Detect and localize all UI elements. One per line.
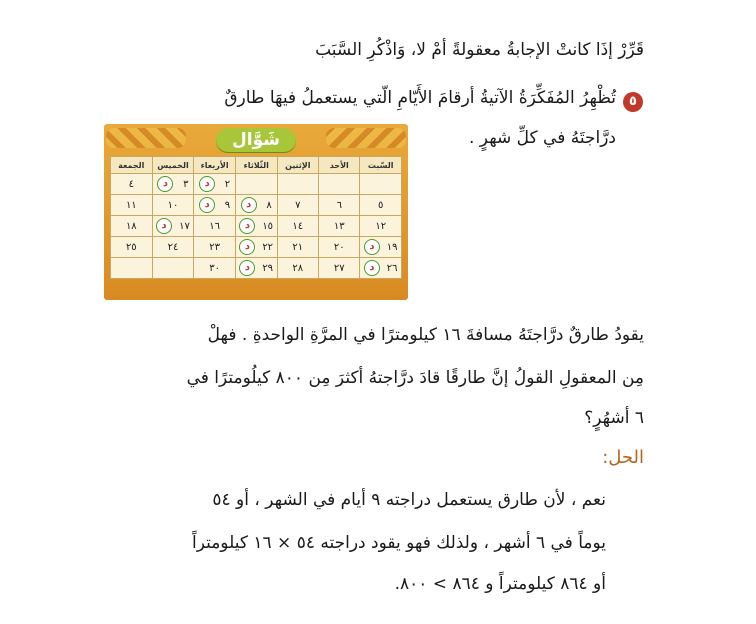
calendar-day-cell	[360, 237, 402, 258]
calendar-day-cell	[319, 195, 360, 216]
calendar-day-cell	[319, 258, 360, 279]
calendar-day-cell	[360, 174, 402, 195]
weekday-label: الخميس	[152, 157, 194, 174]
autumn-leaves-decoration	[106, 128, 186, 148]
calendar-day-cell	[277, 237, 319, 258]
weekday-label: الأحد	[319, 157, 360, 174]
calendar-day-cell	[111, 195, 153, 216]
day-number: ٣٠	[209, 262, 221, 274]
day-number: ٣	[183, 178, 189, 190]
day-number: ٢٦	[386, 262, 398, 274]
day-number: ٢٧	[333, 262, 345, 274]
calendar-day-cell	[319, 237, 360, 258]
bike-day-marker-icon: د	[199, 176, 215, 192]
calendar-week-row	[111, 174, 402, 195]
autumn-leaves-decoration	[326, 128, 406, 148]
day-number: ٢٤	[167, 241, 179, 253]
calendar-day-cell	[235, 216, 277, 237]
bike-day-marker-icon: د	[239, 239, 255, 255]
problem-line-2: مِن المعقولِ القولُ إنَّ طارقًا قادَ درَّاجتهُ أكثرَ مِن ٨٠٠ كيلُومترًا في	[186, 368, 644, 388]
day-number: ٩	[224, 199, 231, 211]
bike-day-marker-icon: د	[157, 176, 173, 192]
calendar-day-cell	[235, 258, 277, 279]
day-number: ١٤	[292, 220, 304, 232]
calendar-body	[111, 174, 402, 279]
day-number: ٢٣	[209, 241, 221, 253]
problem-line-3: ٦ أشهُرٍ؟	[584, 408, 644, 428]
bike-day-marker-icon: د	[239, 218, 255, 234]
month-title: شَوَّال	[216, 128, 296, 152]
bike-day-marker-icon: د	[364, 239, 380, 255]
calendar-week-row	[111, 195, 402, 216]
calendar-day-cell	[152, 216, 194, 237]
day-number: ٤	[128, 178, 134, 190]
day-number: ٨	[266, 199, 272, 211]
calendar-day-cell	[319, 174, 360, 195]
calendar-day-cell	[152, 195, 194, 216]
weekday-label: الجمعة	[111, 157, 153, 174]
bike-day-marker-icon: د	[364, 260, 380, 276]
bike-day-marker-icon: د	[156, 218, 172, 234]
calendar-day-cell	[277, 174, 319, 195]
question-number-badge: ٥	[623, 92, 643, 112]
weekday-header-row	[111, 157, 402, 174]
question-line-2: درَّاجتَهُ في كلِّ شهرٍ .	[469, 128, 616, 148]
calendar-day-cell	[235, 174, 277, 195]
day-number: ٢٢	[262, 241, 274, 253]
calendar-day-cell	[277, 195, 319, 216]
day-number: ٢٨	[292, 262, 304, 274]
calendar-grid	[110, 156, 402, 279]
question-line-1: تُظْهِرُ المُفَكِّرَةُ الآتيةُ أرقامَ الأَيّامِ الّتي يستعملُ فيهَا طارقٌ	[224, 88, 616, 108]
day-number: ٢٠	[333, 241, 345, 253]
calendar-day-cell	[235, 195, 277, 216]
calendar-day-cell	[194, 237, 236, 258]
day-number: ١١	[125, 199, 137, 211]
calendar-day-cell	[319, 216, 360, 237]
day-number: ١٢	[375, 220, 387, 232]
solution-line-3: أو ٨٦٤ كيلومتراً و ٨٦٤ > ٨٠٠.	[394, 574, 606, 594]
day-number: ١٥	[262, 220, 274, 232]
solution-line-2: يوماً في ٦ أشهر ، ولذلك فهو يقود دراجته ٥٤ × ١٦ كيلومتراً	[191, 533, 606, 553]
day-number: ٢٩	[262, 262, 274, 274]
day-number: ١٨	[125, 220, 137, 232]
calendar-week-row	[111, 216, 402, 237]
day-number: ٧	[295, 199, 301, 211]
calendar-day-cell	[111, 216, 153, 237]
calendar-day-cell	[277, 216, 319, 237]
calendar-day-cell	[360, 216, 402, 237]
weekday-label: الثّلاثاء	[235, 157, 277, 174]
calendar-day-cell	[111, 258, 153, 279]
solution-label: الحل:	[602, 447, 644, 468]
day-number: ١٩	[386, 241, 398, 253]
weekday-label: السّبت	[360, 157, 402, 174]
day-number: ٢١	[292, 241, 304, 253]
day-number: ١٣	[333, 220, 345, 232]
calendar-day-cell	[194, 258, 236, 279]
day-number: ١٦	[209, 220, 221, 232]
day-number: ١٧	[179, 220, 190, 232]
bike-day-marker-icon: د	[199, 197, 215, 213]
calendar-day-cell	[152, 174, 194, 195]
calendar-day-cell	[194, 174, 236, 195]
bike-day-marker-icon: د	[239, 260, 255, 276]
calendar-card	[104, 124, 408, 300]
calendar-day-cell	[111, 237, 153, 258]
weekday-label: الإثنين	[277, 157, 319, 174]
calendar-week-row	[111, 237, 402, 258]
calendar-day-cell	[152, 258, 194, 279]
day-number: ٦	[336, 199, 342, 211]
calendar-day-cell	[360, 195, 402, 216]
day-number: ٢٥	[125, 241, 137, 253]
weekday-label: الأربعاء	[194, 157, 236, 174]
solution-line-1: نعم ، لأن طارق يستعمل دراجته ٩ أيام في الشهر ، أو ٥٤	[212, 490, 606, 510]
calendar-day-cell	[111, 174, 153, 195]
calendar-day-cell	[152, 237, 194, 258]
bike-day-marker-icon: د	[241, 197, 257, 213]
day-number: ١٠	[167, 199, 179, 211]
day-number: ٥	[378, 199, 384, 211]
problem-line-1: يقودُ طارقٌ درَّاجتَهُ مسافةَ ١٦ كيلومترًا في المرَّةِ الواحدةِ . فهلْ	[207, 325, 644, 345]
calendar-day-cell	[235, 237, 277, 258]
intro-instruction: قَرِّرْ إذَا كانتْ الإجابةُ معقولةً أمْ لا، وَاذْكُرِ السَّبَبَ	[315, 40, 644, 60]
calendar-day-cell	[194, 216, 236, 237]
calendar-day-cell	[194, 195, 236, 216]
day-number: ٢	[224, 178, 231, 190]
calendar-day-cell	[277, 258, 319, 279]
calendar-day-cell	[360, 258, 402, 279]
calendar-week-row	[111, 258, 402, 279]
